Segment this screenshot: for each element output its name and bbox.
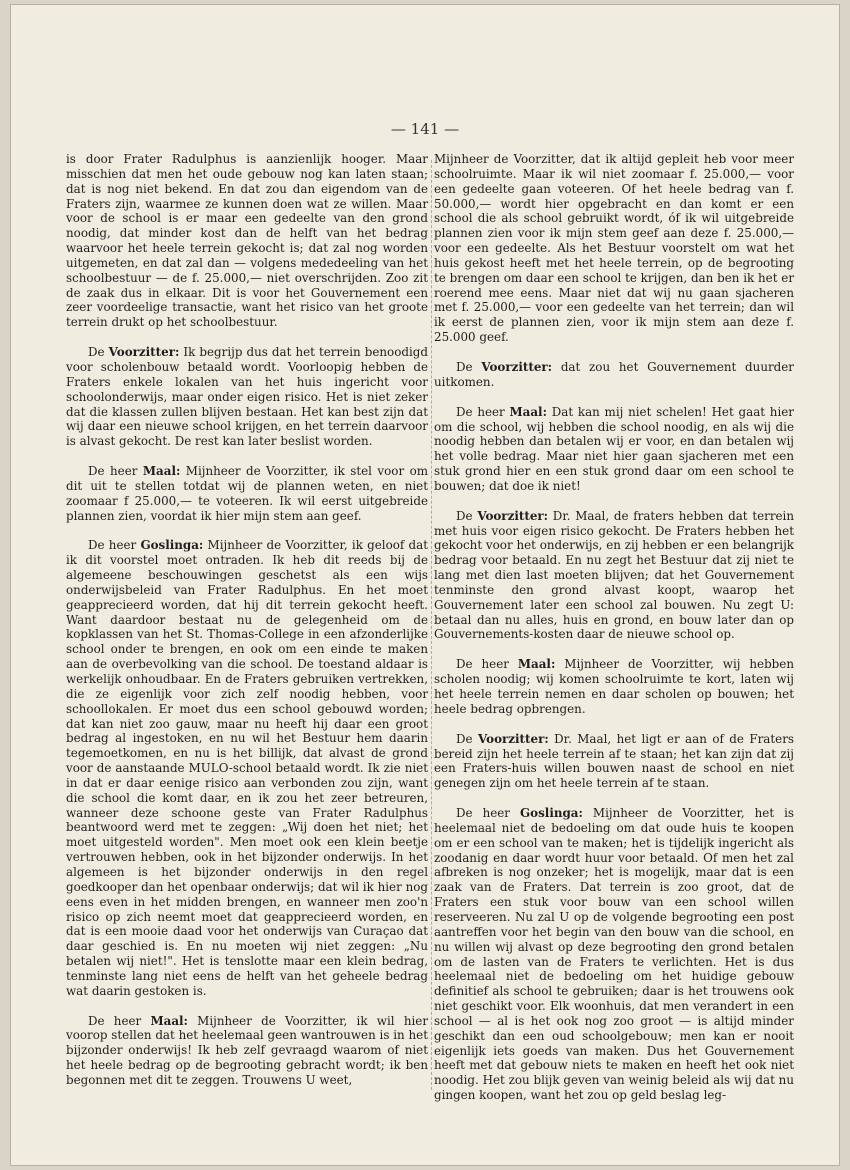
paragraph-r2: De Voorzitter: dat zou het Gouvernement duurder uitkomen. [434,359,794,389]
column-divider [431,160,432,1090]
paragraph-l5: De heer Maal: Mijnheer de Voorzitter, ik wil hier voorop stellen dat het heelemaal geen wantrouwen is in het bijzonder onderwijs! Ik heb zelf gevraagd waarom of niet het heele bedrag op de begrooting gebracht wordt; ik ben begonnen met dit te zeggen. Trouwens U weet, [66,1013,428,1087]
left-column [66,152,428,1088]
paragraph-l4: De heer Goslinga: Mijnheer de Voorzitter, ik geloof dat ik dit voorstel moet ontraden. Ik heb dit reeds bij de algemeene beschouwingen geschetst als een wijs onderwijsbeleid van Frater Radulphus. En het moet geapprecieerd worden, dat hij dit terrein gekocht heeft. Want daardoor bestaat nu de gelegenheid om de kopklassen van het St. Thomas-College in een afzonderlijke school onder te brengen, en ook om een einde te maken aan de overbevolking van die school. De toestand aldaar is werkelijk onhoudbaar. En de Fraters gebruiken vertrekken, die ze eigenlijk voor zich zelf noodig hebben, voor schoollokalen. Er moet dus een school gebouwd worden; dat kan niet zoo gauw, maar nu heeft hij daar een groot bedrag al ingestoken, en nu wil het Bestuur hem daarin tegemoetkomen, en nu is het billijk, dat alvast de grond voor de aanstaande MULO-school betaald wordt. Ik zie niet in dat er daar eenige risico aan verbonden zou zijn, want die school die komt daar, en ik zou het zeer betreuren, wanneer deze schoone geste van Frater Radulphus beantwoord werd met te zeggen: „Wij doen het niet; het moet uitgesteld worden". Men moet ook een klein beetje vertrouwen hebben, ook in het bijzonder onderwijs. In het algemeen is het bijzonder onderwijs in den regel goedkooper dan het openbaar onderwijs; dat wil ik hier nog eens even in het midden brengen, en wanneer men zoo'n risico op zich neemt moet dat geapprecieerd worden, en dat is een mooie daad voor het onderwijs van Curaçao dat daar geschied is. En nu moeten wij niet zeggen: „Nu betalen wij niet!". Het is tenslotte maar een klein bedrag, tenminste lang niet eens de helft van het geheele bedrag wat daarin gestoken is. [66,538,428,998]
page-number: — 141 — [390,120,460,138]
paragraph-r7: De heer Goslinga: Mijnheer de Voorzitter, het is heelemaal niet de bedoeling om dat oude huis te koopen om er een school van te maken; het is tijdelijk ingericht als zoodanig en daar wordt huur voor betaald. Of men het zal afbreken is nog onzeker; het is mogelijk, maar dat is een zaak van de Fraters. Dat terrein is zoo groot, dat de Fraters een stuk voor bouw van een school willen reserveeren. Nu zal U op de volgende begrooting een post aantreffen voor het begin van den bouw van die school, en nu willen wij alvast op deze begrooting den grond betalen om de lasten van de Fraters te verlichten. Het is dus heelemaal niet de bedoeling om het huidige gebouw definitief als school te gebruiken; daar is het trouwens ook niet geschikt voor. Elk woonhuis, dat men verandert in een school — al is het ook nog zoo groot — is altijd minder geschikt dan een oud schoolgebouw; men kan er nooit eigenlijk iets goeds van maken. Dus het Gouvernement heeft met dat gebouw niets te maken en heeft het ook niet noodig. Het zou blijk geven van weinig beleid als wij dat nu gingen koopen, want het zou op geld beslag leg- [434,806,795,1103]
speaker-name: Goslinga: [520,806,583,821]
right-column [434,152,794,1103]
speaker-name: Maal: [142,464,181,479]
paragraph-r3: De heer Maal: Dat kan mij niet schelen! Het gaat hier om die school, wij hebben die school noodig, en als wij die noodig hebben dan betalen wij er voor, en dan betalen wij het volle bedrag. Maar niet hier gaan sjacheren met een stuk grond hier en een stuk grond daar om een school te bouwen; dat doe ik niet! [434,404,794,493]
paragraph-l1: is door Frater Radulphus is aanzienlijk hooger. Maar misschien dat men het oude gebouw nog kan laten staan; dat is nog niet bekend. En dat zou dan eigendom van de Fraters zijn, waarmee ze kunnen doen wat ze willen. Maar voor de school is er maar een gedeelte van den grond noodig, dat minder kost dan de helft van het bedrag waarvoor het heele terrein gekocht is; dat zal nog worden uitgemeten, en dat zal dan — volgens mededeeling van het schoolbestuur — de f. 25.000,— niet overschrijden. Zoo zit de zaak dus in elkaar. Dit is voor het Gouvernement een zeer voordeelige transactie, want het risico van het groote terrein drukt op het schoolbestuur. [66,152,428,330]
paragraph-r4: De Voorzitter: Dr. Maal, de fraters hebben dat terrein met huis voor eigen risico gekocht. De Fraters hebben het gekocht voor het onderwijs, en zij hebben er een belangrijk bedrag voor betaald. En nu zegt het Bestuur dat zij niet te lang met dien last moeten blijven; dat het Gouvernement tenminste den grond alvast koopt, waarop het Gouvernement later een school zal bouwen. Nu zegt U: betaal dan nu alles, huis en grond, en bouw later dan op Gouvernements-kosten daar de nieuwe school op. [434,508,794,642]
paragraph-r5: De heer Maal: Mijnheer de Voorzitter, wij hebben scholen noodig; wij komen schoolruimte te kort, laten wij het heele terrein nemen en daar scholen op bouwen; het heele bedrag opbrengen. [434,657,794,716]
speaker-name: Voorzitter: [108,345,180,360]
paragraph-r1: Mijnheer de Voorzitter, dat ik altijd gepleit heb voor meer schoolruimte. Maar ik wil niet zoomaar f. 25.000,— voor een gedeelte gaan voteeren. Of het heele bedrag van f. 50.000,— wordt hier opgebracht en dan komt er een school die als school gebruikt wordt, óf ik wil uitgebreide plannen zien voor ik mijn stem geef aan deze f. 25.000,— voor een gedeelte. Als het Bestuur voorstelt om wat het huis gekost heeft met het heele terrein, op de begrooting te brengen om daar een school te krijgen, dan ben ik het er roerend mee eens. Maar niet dat wij nu gaan sjacheren met f. 25.000,— voor een gedeelte van het terrein; dan wil ik eerst de plannen zien, voor ik mijn stem aan deze f. 25.000 geef. [434,152,794,345]
speaker-name: Voorzitter: [477,508,549,523]
paragraph-r6: De Voorzitter: Dr. Maal, het ligt er aan of de Fraters bereid zijn het heele terrein af te staan; het kan zijn dat zij een Fraters-huis willen bouwen naast de school en niet genegen zijn om het heele terrein af te staan. [434,731,794,791]
paragraph-l3: De heer Maal: Mijnheer de Voorzitter, ik stel voor om dit uit te stellen totdat wij de plannen weten, en niet zoomaar f 25.000,— te voteeren. Ik wil eerst uitgebreide plannen zien, voordat ik hier mijn stem aan geef. [66,464,429,523]
speaker-name: Maal: [150,1013,188,1028]
speaker-name: Goslinga: [140,538,204,553]
speaker-name: Maal: [509,404,547,419]
speaker-name: Voorzitter: [478,731,549,746]
speaker-name: Maal: [517,657,556,672]
paragraph-l2: De Voorzitter: Ik begrijp dus dat het terrein benoodigd voor scholenbouw betaald wordt. Voorloopig hebben de Fraters enkele lokalen van het huis ingericht voor schoolonderwijs, maar onder eigen risico. Het is niet zeker dat die klassen zullen blijven bestaan. Het kan best zijn dat wij daar een nieuwe school krijgen, en het terrein daarvoor is alvast gekocht. De rest kan later beslist worden. [66,345,428,449]
speaker-name: Voorzitter: [481,359,553,374]
